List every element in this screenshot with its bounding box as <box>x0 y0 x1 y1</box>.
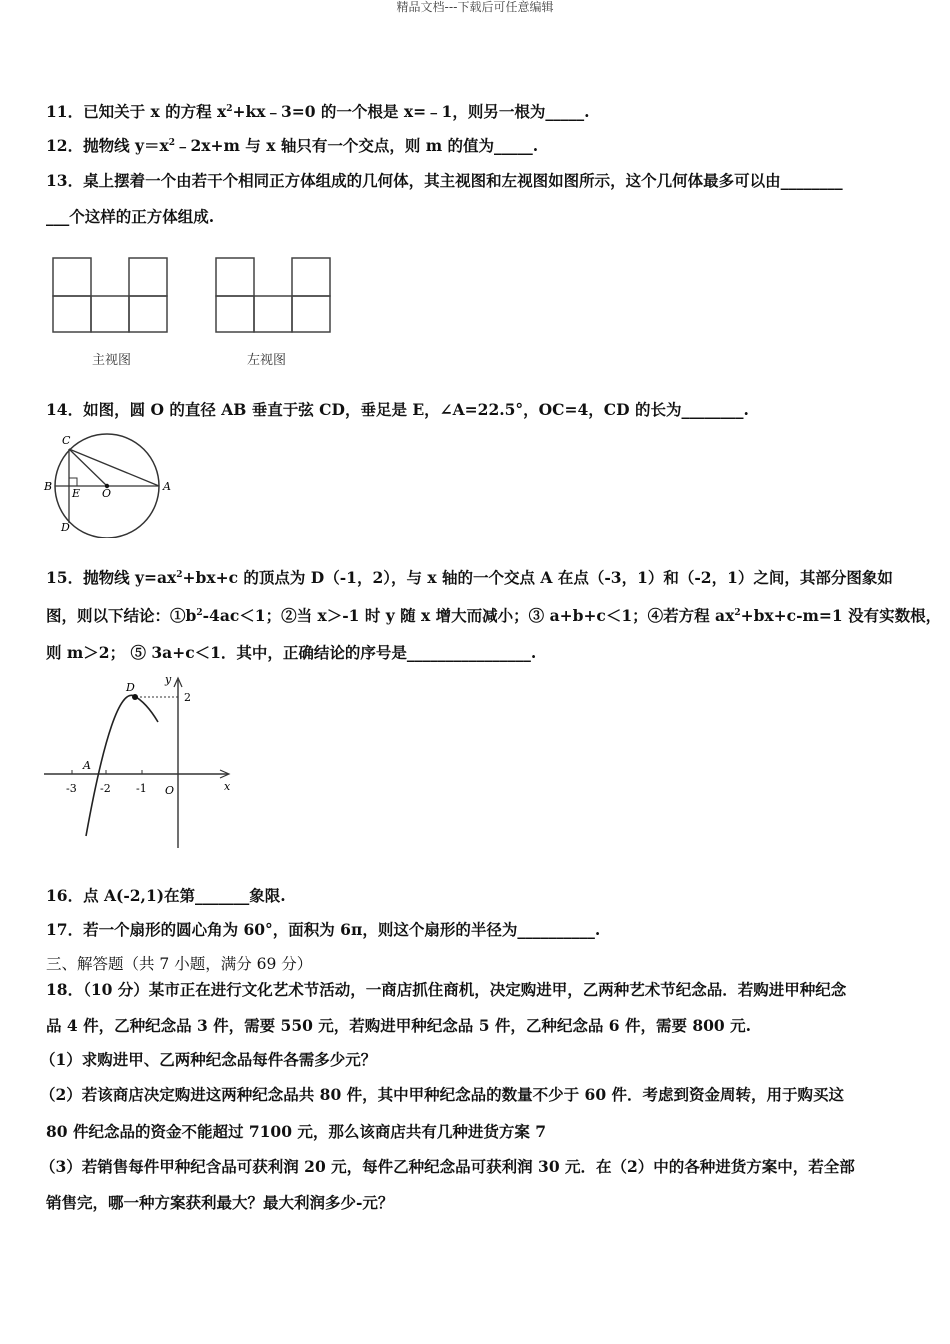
segment-ca <box>69 449 159 486</box>
label-d: D <box>126 681 135 694</box>
q11-text-a: 11．已知关于 x 的方程 x <box>46 102 227 121</box>
question-12 <box>46 136 916 156</box>
q15-l1-sup: 2 <box>176 569 183 580</box>
q12-text-b: ﹣2x+m 与 x 轴只有一个交点，则 m 的值为_____. <box>174 136 539 155</box>
question-13-line-1: 13．桌上摆着一个由若干个相同正方体组成的几何体，其主视图和左视图如图所示，这个几何体最多可以由________ <box>46 171 843 190</box>
left-view-caption: 左视图 <box>247 353 287 368</box>
label-m3: -3 <box>66 782 77 795</box>
vertex-point <box>132 694 138 700</box>
question-16: 16．点 A(-2,1)在第_______象限. <box>46 886 286 905</box>
q11-text-b: +kx﹣3=0 的一个根是 x=﹣1，则另一根为_____. <box>232 102 590 121</box>
question-15-line-3: 则 m＞2； ⑤ 3a+c＜1．其中，正确结论的序号是________________. <box>46 643 537 662</box>
label-x: x <box>224 780 231 793</box>
q15-l1-b: +bx+c 的顶点为 D（-1，2），与 x 轴的一个交点 A 在点（-3，1）和（-2，1）之间，其部分图象如 <box>182 568 893 587</box>
question-14: 14．如图，圆 O 的直径 AB 垂直于弦 CD，垂足是 E，∠A=22.5°，OC=4，CD 的长为________. <box>46 400 749 419</box>
label-a: A <box>163 480 171 493</box>
q15-l2-a: 图，则以下结论：①b <box>46 606 197 625</box>
label-a: A <box>83 759 91 772</box>
section-3-heading: 三、解答题（共 7 小题，满分 69 分） <box>46 955 313 973</box>
label-o: O <box>165 784 175 797</box>
q15-l2-sup1: 2 <box>196 607 203 618</box>
question-17: 17．若一个扇形的圆心角为 60°，面积为 6π，则这个扇形的半径为__________. <box>46 920 601 939</box>
q15-parabola-graph <box>40 670 240 854</box>
question-18-line-1: 18．（10 分）某市正在进行文化艺术节活动，一商店抓住商机，决定购进甲，乙两种艺术节纪念品．若购进甲种纪念 <box>46 980 847 999</box>
question-18-part-1: （1）求购进甲、乙两种纪念品每件各需多少元？ <box>40 1050 377 1069</box>
q15-l2-sup2: 2 <box>734 607 741 618</box>
question-15-line-1 <box>46 568 916 588</box>
question-18-part-2-line-2: 80 件纪念品的资金不能超过 7100 元，那么该商店共有几种进货方案 7 <box>46 1122 547 1141</box>
label-m2: -2 <box>100 782 111 795</box>
label-b: B <box>44 480 53 493</box>
parabola-curve <box>86 695 158 836</box>
label-c: C <box>62 434 71 447</box>
question-18-line-2: 品 4 件，乙种纪念品 3 件，需要 550 元，若购进甲种纪念品 5 件，乙种纪念品 6 件，需要 800 元. <box>46 1016 752 1035</box>
label-m1: -1 <box>136 782 147 795</box>
question-18-part-3-line-2: 销售完，哪一种方案获利最大？最大利润多少-元？ <box>46 1193 394 1212</box>
question-18-part-2-line-1: （2）若该商店决定购进这两种纪念品共 80 件，其中甲种纪念品的数量不少于 60 件．考虑到资金周转，用于购买这 <box>40 1085 845 1104</box>
label-y: y <box>165 673 172 686</box>
q15-l1-a: 15．抛物线 y=ax <box>46 568 177 587</box>
label-e: E <box>72 487 81 500</box>
q13-views-figure <box>48 253 338 341</box>
label-o: O <box>102 487 112 500</box>
front-view-caption: 主视图 <box>92 353 132 368</box>
label-two: 2 <box>184 691 191 704</box>
q15-l2-c: +bx+c-m=1 没有实数根， <box>740 606 942 625</box>
question-18-part-3-line-1: （3）若销售每件甲种纪含品可获利润 20 元，每件乙种纪念品可获利润 30 元．在（2）中的各种进货方案中，若全部 <box>40 1157 855 1176</box>
q15-l2-b: -4ac＜1；②当 x＞-1 时 y 随 x 增大而减小；③ a+b+c＜1；④若方程 ax <box>202 606 735 625</box>
q12-sup: 2 <box>168 137 175 148</box>
q14-circle-figure <box>40 430 180 538</box>
segment-co <box>69 449 107 486</box>
left-view <box>216 258 330 332</box>
q11-sup: 2 <box>226 103 233 114</box>
question-15-line-2 <box>46 606 942 626</box>
label-d: D <box>61 521 70 534</box>
front-view <box>53 258 167 332</box>
q12-text-a: 12．抛物线 y＝x <box>46 136 169 155</box>
question-11 <box>46 102 916 122</box>
right-angle-mark <box>69 478 77 486</box>
page-header: 精品文档---下载后可任意编辑 <box>396 0 554 14</box>
question-13-line-2: ___个这样的正方体组成. <box>46 207 215 226</box>
